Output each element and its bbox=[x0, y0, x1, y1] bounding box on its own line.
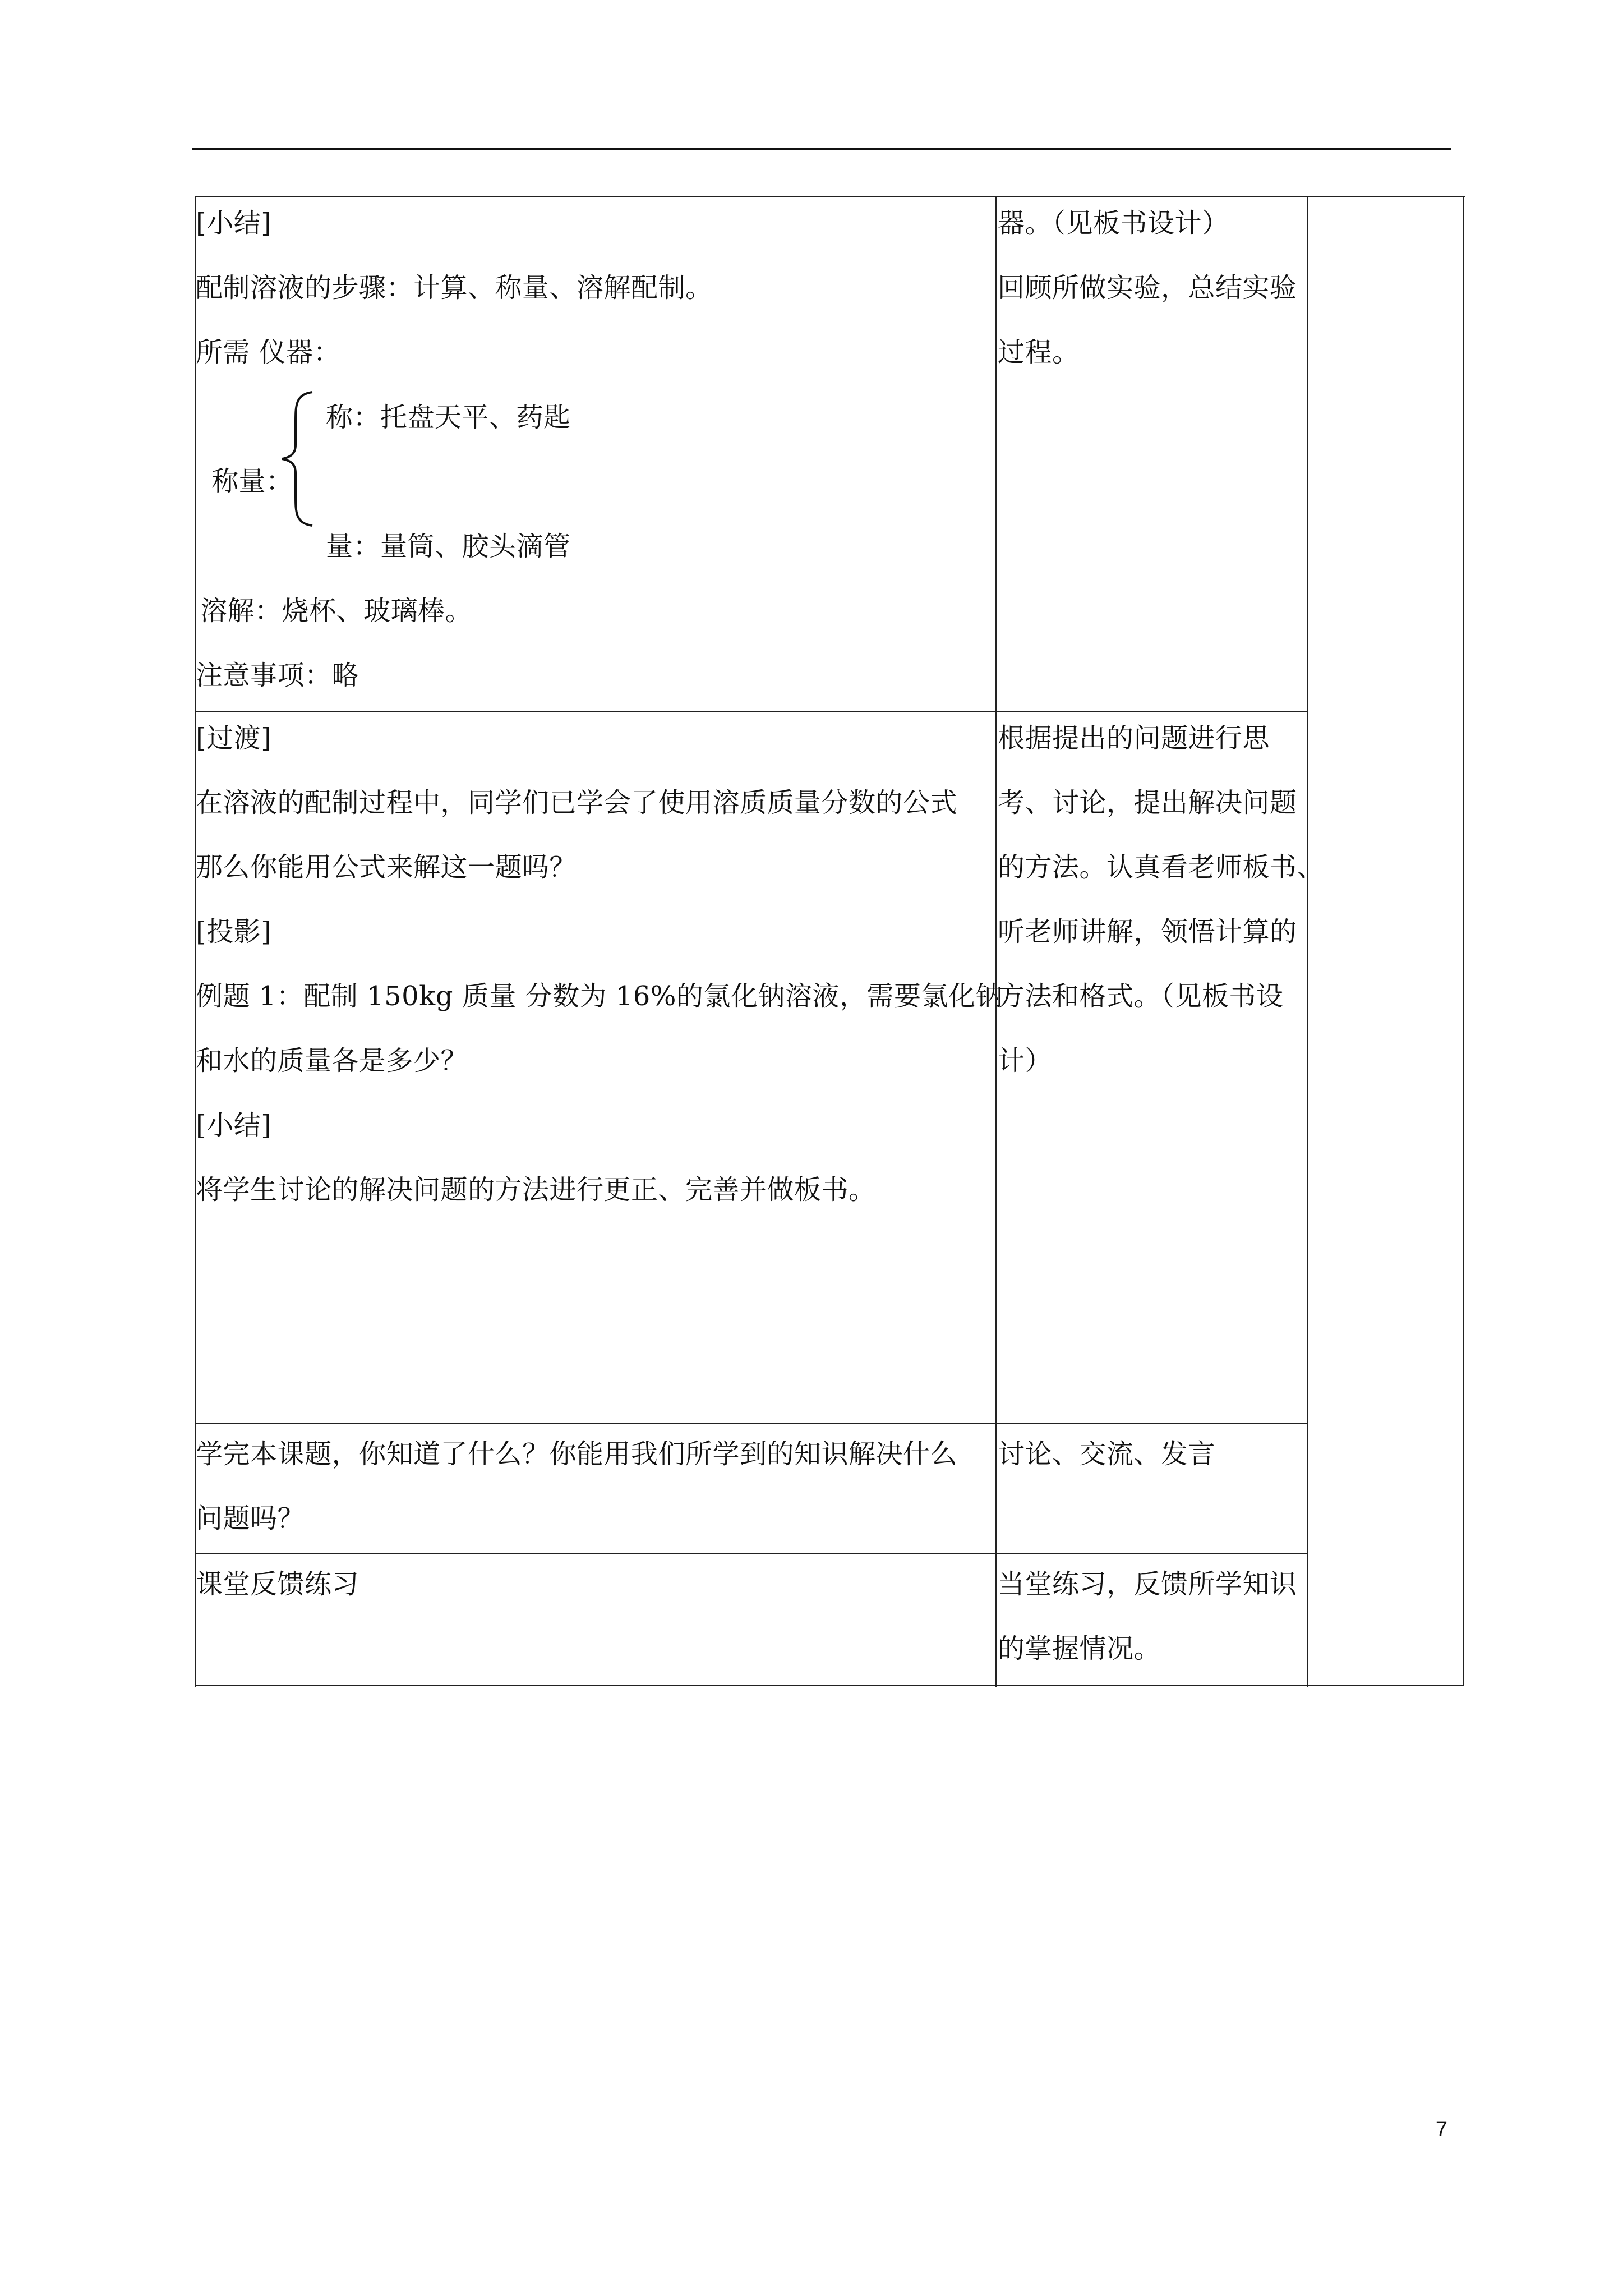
page-number: 7 bbox=[1435, 2118, 1447, 2141]
row2-right-line-5: 方法和格式。（见板书设 bbox=[998, 981, 1284, 1012]
row1-right-cell bbox=[995, 196, 1308, 712]
weigh-top-item: 称：托盘天平、药匙 bbox=[326, 402, 571, 433]
notes-column-cell bbox=[1307, 196, 1465, 1687]
header-rule bbox=[192, 148, 1451, 150]
row2-right-line-3: 的方法。认真看老师板书、 bbox=[998, 852, 1325, 883]
row2-left-line-7: [小结] bbox=[196, 1110, 272, 1141]
row3-left-line-2: 问题吗？ bbox=[196, 1503, 305, 1534]
row3-left-cell bbox=[195, 1423, 997, 1554]
row2-left-cell bbox=[195, 711, 1003, 1424]
row2-left-line-5: 例题 1：配制 150kg 质量 分数为 16%的氯化钠溶液，需要氯化钠 bbox=[196, 981, 1003, 1012]
row2-right-line-4: 听老师讲解，领悟计算的 bbox=[998, 916, 1297, 947]
row2-left-line-2: 在溶液的配制过程中，同学们已学会了使用溶质质量分数的公式 bbox=[196, 787, 958, 818]
row4-left-cell bbox=[195, 1553, 997, 1687]
row2-right-line-2: 考、讨论，提出解决问题 bbox=[998, 787, 1297, 818]
row1-left-line-5: 注意事项：略 bbox=[196, 660, 359, 691]
row4-right-line-2: 的掌握情况。 bbox=[998, 1633, 1161, 1664]
row3-left-line-1: 学完本课题，你知道了什么？你能用我们所学到的知识解决什么 bbox=[196, 1438, 958, 1470]
row2-left-line-8: 将学生讨论的解决问题的方法进行更正、完善并做板书。 bbox=[196, 1174, 876, 1205]
curly-brace-icon bbox=[279, 389, 318, 529]
row1-right-line-3: 过程。 bbox=[998, 337, 1080, 368]
row1-left-line-4: 溶解：烧杯、玻璃棒。 bbox=[200, 595, 473, 627]
row3-right-cell bbox=[995, 1423, 1308, 1554]
row2-right-line-1: 根据提出的问题进行思 bbox=[998, 723, 1270, 754]
row2-left-line-3: 那么你能用公式来解这一题吗？ bbox=[196, 852, 577, 883]
row2-left-line-4: [投影] bbox=[196, 916, 272, 947]
row4-right-line-1: 当堂练习，反馈所学知识 bbox=[998, 1568, 1297, 1600]
row1-right-line-2: 回顾所做实验，总结实验 bbox=[998, 272, 1297, 303]
row1-left-line-1: [小结] bbox=[196, 208, 272, 239]
row4-right-cell bbox=[995, 1553, 1308, 1687]
row1-right-line-1: 器。（见板书设计） bbox=[998, 208, 1229, 239]
row1-left-line-3: 所需 仪器： bbox=[196, 337, 341, 368]
row2-right-cell bbox=[995, 711, 1325, 1424]
row2-right-line-6: 计） bbox=[998, 1045, 1053, 1076]
weigh-bottom-item: 量：量筒、胶头滴管 bbox=[326, 531, 571, 562]
row4-left-line-1: 课堂反馈练习 bbox=[196, 1568, 359, 1600]
row2-left-line-1: [过渡] bbox=[196, 723, 272, 754]
row1-left-line-2: 配制溶液的步骤：计算、称量、溶解配制。 bbox=[196, 272, 713, 303]
row1-left-cell bbox=[195, 196, 997, 712]
lesson-table bbox=[195, 196, 1464, 1686]
weigh-label: 称量： bbox=[211, 466, 293, 497]
row2-left-line-6: 和水的质量各是多少？ bbox=[196, 1045, 468, 1076]
row3-right-line-1: 讨论、交流、发言 bbox=[998, 1438, 1216, 1470]
